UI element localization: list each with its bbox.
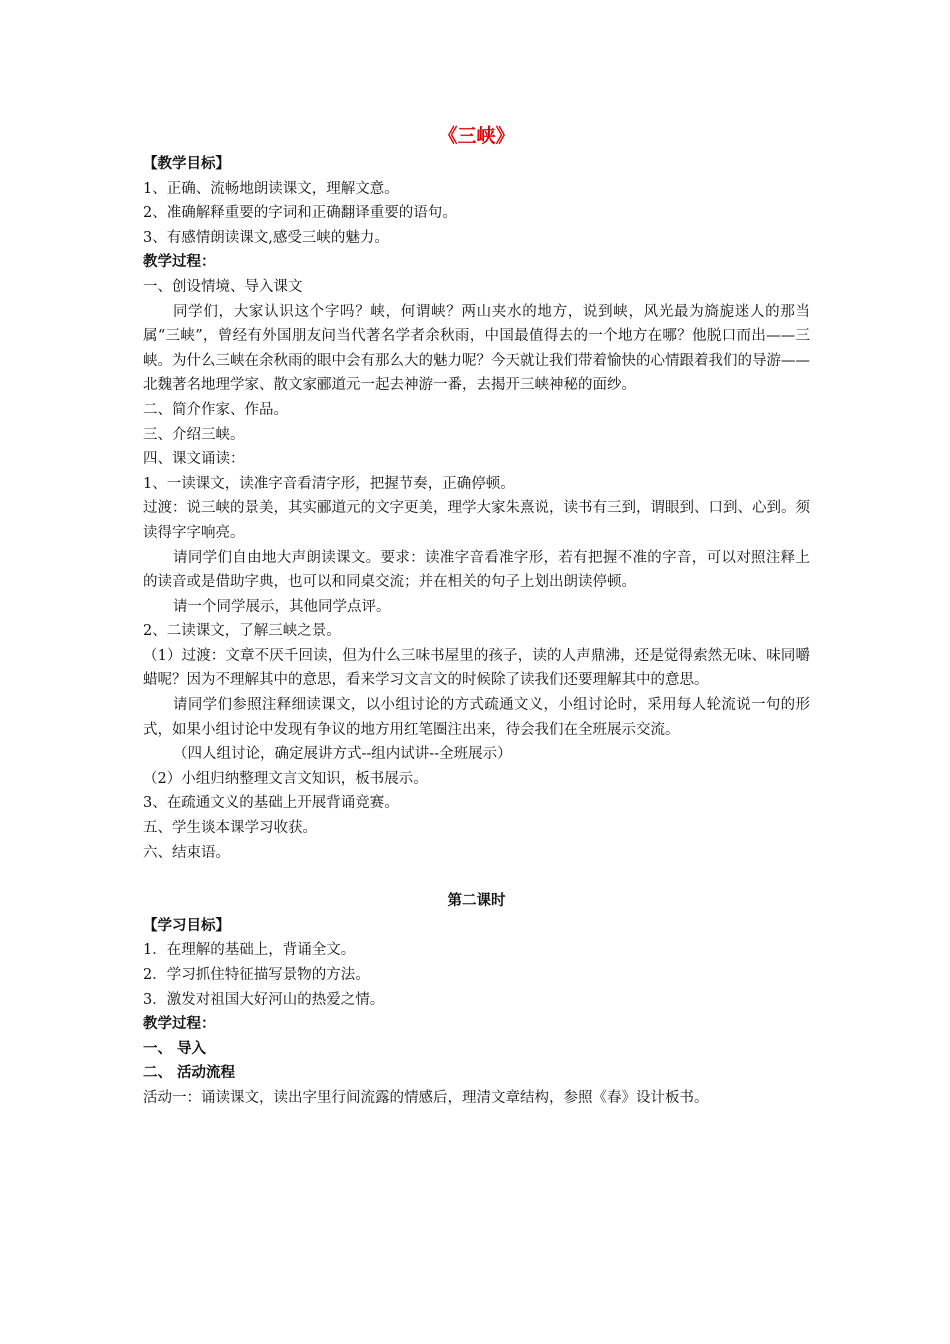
- lesson2-title: 第二课时: [447, 892, 506, 910]
- step-heading: 二、简介作家、作品。: [143, 401, 288, 418]
- reading-note: 请一个同学展示，其他同学点评。: [173, 598, 391, 615]
- goal-item: 1．在理解的基础上，背诵全文。: [143, 942, 356, 959]
- objective-item: 3、有感情朗读课文,感受三峡的魅力。: [143, 229, 389, 246]
- goal-item: 3．激发对祖国大好河山的热爱之情。: [143, 991, 385, 1008]
- reading-paragraph: 请同学们参照注释细读课文，以小组讨论的方式疏通文义，小组讨论时，采用每人轮流说一句的形式，如果小组讨论中发现有争议的地方用红笔圈注出来，待会我们在全班展示交流。: [143, 697, 810, 738]
- step-heading: 四、课文诵读：: [143, 451, 245, 468]
- reading-step: 3、在疏通文义的基础上开展背诵竞赛。: [143, 795, 399, 812]
- transition-paragraph: （1）过渡：文章不厌千回读，但为什么三味书屋里的孩子，读的人声鼎沸，还是觉得索然无味、味同嚼蜡呢？因为不理解其中的意思，看来学习文言文的时候除了读我们还要理解其中的意思。: [143, 647, 810, 689]
- objective-item: 2、准确解释重要的字词和正确翻译重要的语句。: [143, 205, 457, 222]
- goals-heading: 【学习目标】: [143, 916, 230, 934]
- step-heading: 一、创设情境、导入课文: [143, 278, 303, 295]
- activity-item: 活动一：诵读课文，读出字里行间流露的情感后，理清文章结构，参照《春》设计板书。: [143, 1089, 709, 1106]
- transition-paragraph: 过渡：说三峡的景美，其实郦道元的文字更美，理学大家朱熹说，读书有三到，谓眼到、口到、心到。须读得字字响亮。: [143, 500, 810, 541]
- objectives-heading: 【教学目标】: [143, 155, 230, 172]
- reading-note: （四人组讨论，确定展讲方式--组内试讲--全班展示）: [173, 746, 512, 763]
- objective-item: 1、正确、流畅地朗读课文，理解文意。: [143, 180, 399, 197]
- step-heading: 二、 活动流程: [143, 1064, 236, 1082]
- reading-step: 2、二读课文，了解三峡之景。: [143, 623, 341, 640]
- step-heading: 三、介绍三峡。: [143, 426, 245, 443]
- reading-paragraph: 请同学们自由地大声朗读课文。要求：读准字音看准字形，若有把握不准的字音，可以对照注释上的读音或是借助字典，也可以和同桌交流；并在相关的句子上划出朗读停顿。: [143, 549, 810, 591]
- page-title: 《三峡》: [438, 125, 515, 147]
- step-heading: 一、 导入: [143, 1039, 207, 1057]
- process2-heading: 教学过程：: [143, 1015, 216, 1033]
- process-heading: 教学过程：: [143, 253, 216, 271]
- step-heading: 五、学生谈本课学习收获。: [143, 820, 317, 837]
- step-heading: 六、结束语。: [143, 844, 230, 861]
- intro-paragraph: 同学们，大家认识这个字吗？峡，何谓峡？两山夹水的地方，说到峡，风光最为旖旎迷人的那当属“三峡”，曾经有外国朋友问当代著名学者余秋雨，中国最值得去的一个地方在哪？他脱口而出——三峡。为什么三峡在余秋雨的眼中会有那么大的魅力呢？今天就让我们带着愉快的心情跟着我们的导游——北魏著名地理学家、散文家郦道元一起去神游一番，去揭开三峡神秘的面纱。: [143, 303, 810, 394]
- goal-item: 2．学习抓住特征描写景物的方法。: [143, 967, 370, 983]
- reading-substep: （2）小组归纳整理文言文知识，板书展示。: [143, 770, 428, 787]
- reading-step: 1、一读课文，读准字音看清字形，把握节奏，正确停顿。: [143, 475, 515, 492]
